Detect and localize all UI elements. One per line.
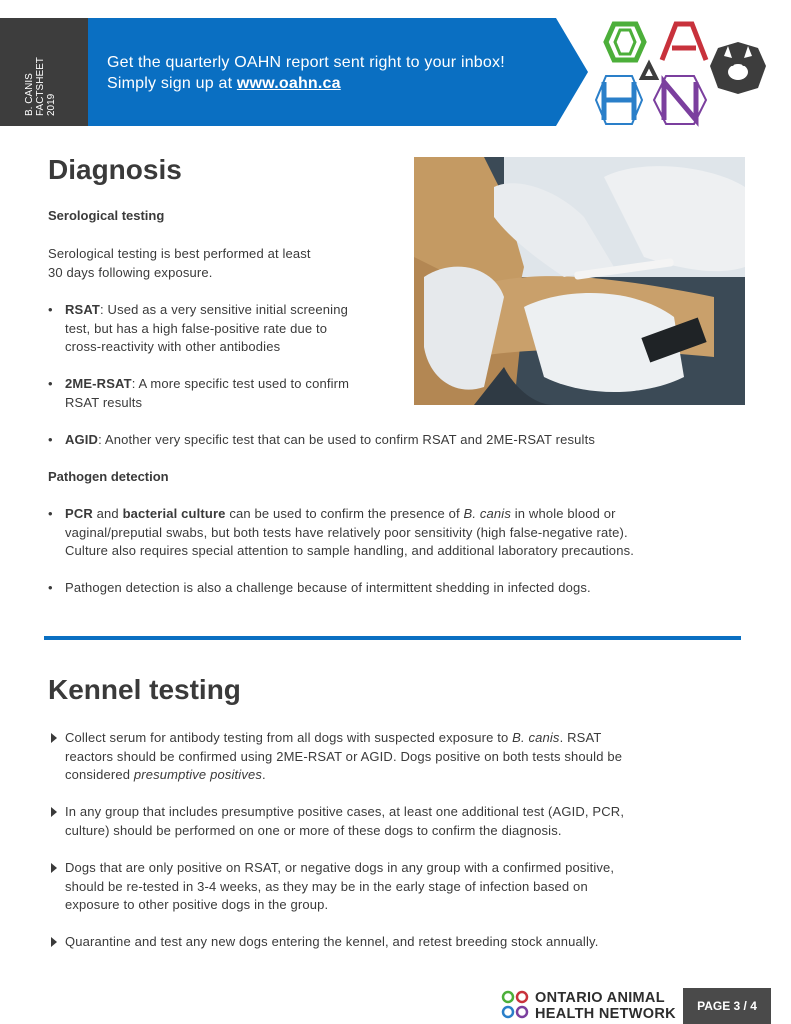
kennel-text: considered	[65, 767, 134, 782]
kennel-line: Dogs that are only positive on RSAT, or negative dogs in any group with a confirmed positive,	[65, 860, 615, 875]
factsheet-type: FACTSHEET	[35, 57, 46, 116]
kennel-bullet-quarantine	[65, 933, 598, 952]
shedding-line: Pathogen detection is also a challenge because of intermittent shedding in infected dogs.	[65, 580, 591, 595]
serological-subheading: Serological testing	[48, 208, 165, 223]
arrow-bullet-icon	[51, 733, 57, 743]
arrow-bullet-icon	[51, 807, 57, 817]
arrow-bullet-icon	[51, 937, 57, 947]
pcr-term: PCR	[65, 506, 93, 521]
serological-intro-line: Serological testing is best performed at least	[48, 246, 311, 261]
pathogen-subheading: Pathogen detection	[48, 469, 169, 484]
pcr-desc: in whole blood or	[510, 506, 616, 521]
rsat-bullet	[48, 301, 348, 357]
agid-line	[65, 431, 595, 450]
banner-line-1: Get the quarterly OAHN report sent right to your inbox!	[107, 54, 505, 71]
species-name: B. canis	[463, 506, 511, 521]
factsheet-label	[24, 57, 57, 116]
bullet-marker: •	[48, 432, 53, 447]
blood-draw-photo	[414, 157, 745, 405]
pcr-desc: can be used to confirm the presence of	[225, 506, 464, 521]
serological-intro-line: 30 days following exposure.	[48, 264, 213, 280]
footer-name-line: HEALTH NETWORK	[535, 1006, 676, 1022]
pcr-bullet	[48, 505, 634, 561]
banner-prefix: Simply sign up at	[107, 75, 237, 92]
kennel-bullet-serum	[65, 729, 622, 785]
factsheet-topic: B. CANIS	[24, 73, 35, 116]
factsheet-tab	[0, 18, 88, 126]
2me-rsat-bullet	[48, 375, 350, 412]
section-divider	[44, 636, 741, 640]
rsat-line: test, but has a high false-positive rate due to	[65, 320, 328, 336]
pcr-and: and	[92, 506, 123, 521]
kennel-line: reactors should be confirmed using 2ME-RSAT or AGID. Dogs positive on both tests should be	[65, 748, 623, 764]
kennel-bullet-additional-test	[65, 803, 624, 840]
agid-desc: : Another very specific test that can be used to confirm RSAT and 2ME-RSAT results	[98, 432, 595, 447]
2me-rsat-line	[65, 375, 349, 394]
bullet-marker: •	[48, 376, 53, 391]
rsat-desc: : Used as a very sensitive initial screening	[100, 302, 348, 317]
pcr-line: Culture also requires special attention to sample handling, and additional laboratory precautions.	[65, 543, 634, 558]
banner-line-2	[107, 73, 505, 94]
oahn-logo	[592, 16, 772, 128]
oahn-footer-name	[535, 990, 676, 1022]
agid-term: AGID	[65, 432, 99, 447]
serological-intro	[48, 245, 311, 282]
2me-rsat-line: RSAT results	[65, 394, 143, 410]
kennel-line	[65, 766, 622, 785]
bullet-marker: •	[48, 580, 53, 595]
rsat-term: RSAT	[65, 302, 101, 317]
kennel-line: culture) should be performed on one or more of these dogs to confirm the diagnosis.	[65, 822, 562, 838]
factsheet-year: 2019	[46, 93, 57, 116]
kennel-line	[65, 729, 622, 748]
culture-term: bacterial culture	[122, 506, 226, 521]
2me-rsat-desc: : A more specific test used to confirm	[131, 376, 350, 391]
rsat-line: cross-reactivity with other antibodies	[65, 339, 281, 354]
oahn-signup-link[interactable]: www.oahn.ca	[236, 75, 341, 92]
kennel-text: . RSAT	[559, 730, 602, 745]
kennel-text: .	[262, 767, 266, 782]
presumptive-positives-term: presumptive positives	[133, 767, 263, 782]
kennel-bullet-retest	[65, 859, 614, 915]
shedding-bullet	[48, 579, 591, 598]
arrow-bullet-icon	[51, 863, 57, 873]
kennel-line: should be re-tested in 3-4 weeks, as they may be in the early stage of infection based on	[65, 878, 588, 894]
2me-rsat-term: 2ME-RSAT	[65, 376, 132, 391]
bullet-marker: •	[48, 506, 53, 521]
species-name: B. canis	[512, 730, 560, 745]
kennel-line: In any group that includes presumptive positive cases, at least one additional test (AGID, PCR,	[65, 804, 625, 819]
rsat-line	[65, 301, 348, 320]
footer-name-line: ONTARIO ANIMAL	[535, 990, 665, 1006]
kennel-text: Collect serum for antibody testing from all dogs with suspected exposure to	[65, 730, 513, 745]
pcr-line	[65, 505, 634, 524]
kennel-line: exposure to other positive dogs in the group.	[65, 897, 329, 912]
kennel-testing-heading: Kennel testing	[48, 674, 241, 705]
agid-bullet	[48, 431, 595, 450]
pcr-line: vaginal/preputial swabs, but both tests have relatively poor sensitivity (high false-negative rate).	[65, 524, 628, 540]
kennel-line: Quarantine and test any new dogs entering the kennel, and retest breeding stock annually.	[65, 934, 599, 949]
diagnosis-heading: Diagnosis	[48, 154, 182, 185]
bullet-marker: •	[48, 302, 53, 317]
subscribe-banner	[88, 18, 588, 126]
oahn-footer-logo-icon	[500, 990, 532, 1020]
page-number: PAGE 3 / 4	[683, 988, 771, 1024]
